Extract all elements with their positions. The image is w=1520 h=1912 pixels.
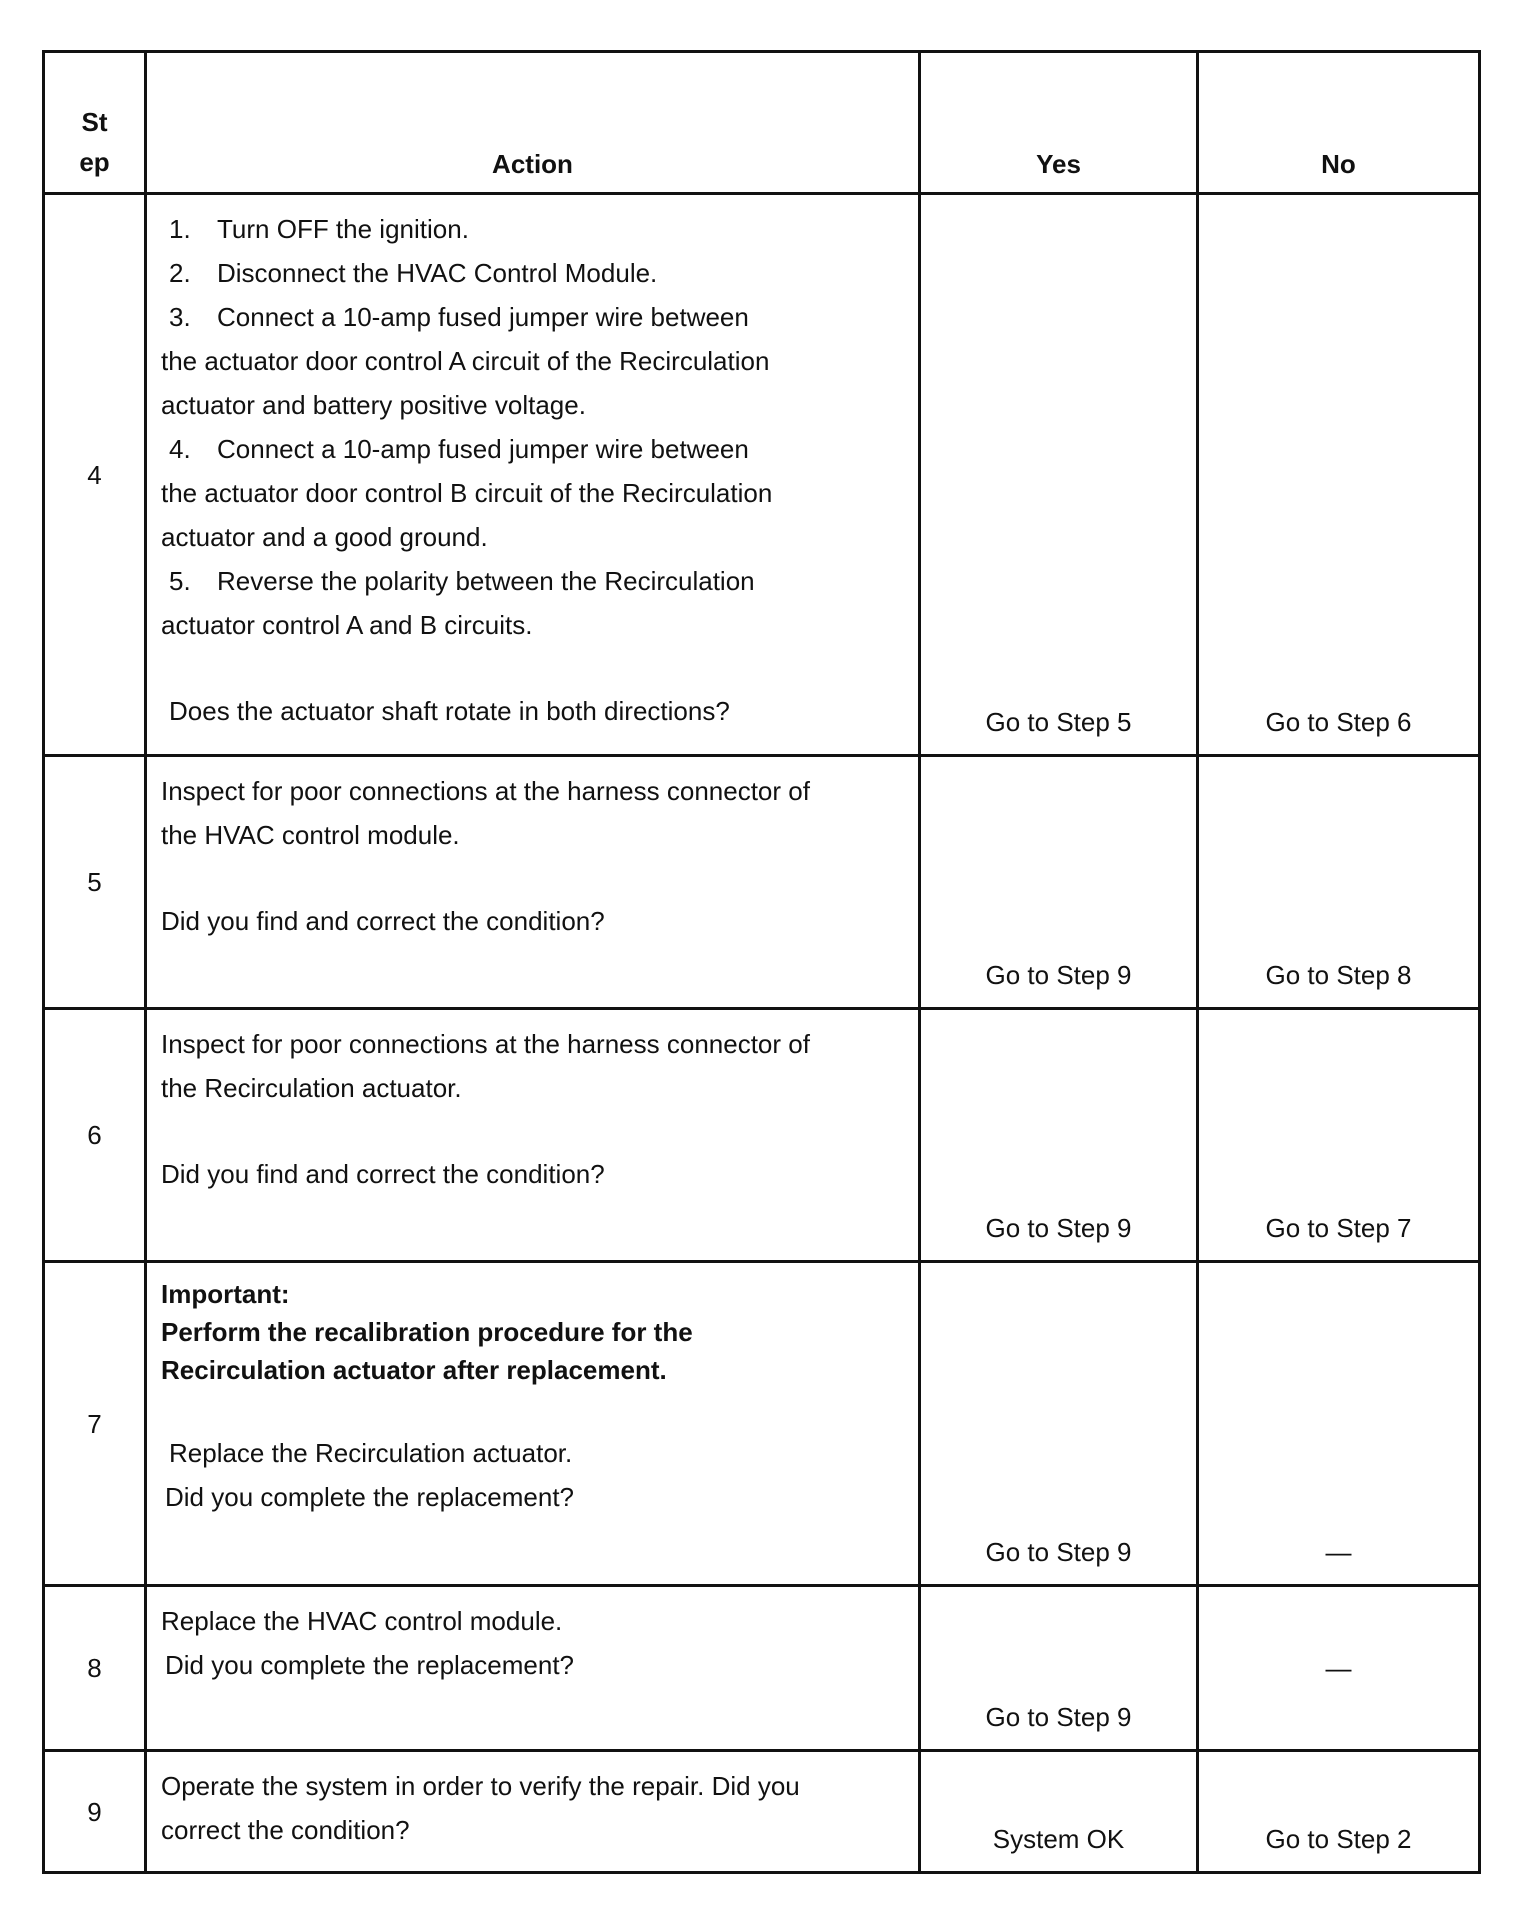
table-row <box>44 1262 1480 1586</box>
action-cell <box>146 1586 920 1751</box>
yes-cell: System OK <box>920 1751 1198 1873</box>
table-row <box>44 756 1480 1009</box>
step-number: 5 <box>44 756 146 1009</box>
header-yes: Yes <box>920 52 1198 194</box>
action-cell <box>146 194 920 756</box>
list-number: 3. <box>169 302 191 332</box>
action-cell <box>146 1009 920 1262</box>
action-question: Does the actuator shaft rotate in both directions? <box>169 696 730 726</box>
step-number: 9 <box>44 1751 146 1873</box>
action-cell <box>146 756 920 1009</box>
no-cell: Go to Step 8 <box>1198 756 1480 1009</box>
action-question: Did you complete the replacement? <box>165 1482 575 1512</box>
action-text: correct the condition? <box>161 1815 410 1845</box>
action-question: Did you find and correct the condition? <box>161 1159 605 1189</box>
action-text: the HVAC control module. <box>161 820 460 850</box>
header-step-line1: St <box>81 107 108 137</box>
header-action: Action <box>146 52 920 194</box>
no-cell: Go to Step 6 <box>1198 194 1480 756</box>
action-question: Did you complete the replacement? <box>165 1650 575 1680</box>
header-row <box>44 52 1480 194</box>
action-cell <box>146 1751 920 1873</box>
action-text: Connect a 10-amp fused jumper wire between <box>217 434 749 464</box>
table-row <box>44 194 1480 756</box>
action-text: Inspect for poor connections at the harness connector of <box>161 1029 810 1059</box>
no-cell: — <box>1198 1586 1480 1751</box>
list-number: 2. <box>169 258 191 288</box>
action-text: Connect a 10-amp fused jumper wire between <box>217 302 749 332</box>
header-step-line2: ep <box>79 147 110 177</box>
list-number: 4. <box>169 434 191 464</box>
action-text: actuator and battery positive voltage. <box>161 390 586 420</box>
action-text: Inspect for poor connections at the harness connector of <box>161 776 810 806</box>
list-number: 5. <box>169 566 191 596</box>
action-text: Replace the HVAC control module. <box>161 1606 563 1636</box>
step-number: 7 <box>44 1262 146 1586</box>
action-text: the actuator door control B circuit of the Recirculation <box>161 478 773 508</box>
yes-cell: Go to Step 5 <box>920 194 1198 756</box>
action-text: Turn OFF the ignition. <box>217 214 469 244</box>
important-text: Recirculation actuator after replacement. <box>161 1355 667 1385</box>
table-row <box>44 1586 1480 1751</box>
yes-cell: Go to Step 9 <box>920 1262 1198 1586</box>
important-label: Important: <box>161 1279 290 1309</box>
no-cell: Go to Step 2 <box>1198 1751 1480 1873</box>
no-cell: Go to Step 7 <box>1198 1009 1480 1262</box>
action-text: Operate the system in order to verify the repair. Did you <box>161 1771 800 1801</box>
table-row <box>44 1009 1480 1262</box>
action-text: actuator control A and B circuits. <box>161 610 533 640</box>
header-step <box>44 52 146 194</box>
diagnostic-table <box>42 50 1481 1874</box>
action-text: actuator and a good ground. <box>161 522 488 552</box>
action-text: Reverse the polarity between the Recirculation <box>217 566 755 596</box>
yes-cell: Go to Step 9 <box>920 756 1198 1009</box>
step-number: 4 <box>44 194 146 756</box>
action-cell <box>146 1262 920 1586</box>
yes-cell: Go to Step 9 <box>920 1586 1198 1751</box>
list-number: 1. <box>169 214 191 244</box>
action-text: the actuator door control A circuit of the Recirculation <box>161 346 770 376</box>
step-number: 8 <box>44 1586 146 1751</box>
table-row <box>44 1751 1480 1873</box>
yes-cell: Go to Step 9 <box>920 1009 1198 1262</box>
action-question: Did you find and correct the condition? <box>161 906 605 936</box>
action-text: the Recirculation actuator. <box>161 1073 462 1103</box>
no-cell: — <box>1198 1262 1480 1586</box>
header-no: No <box>1198 52 1480 194</box>
important-text: Perform the recalibration procedure for the <box>161 1317 693 1347</box>
action-text: Disconnect the HVAC Control Module. <box>217 258 658 288</box>
step-number: 6 <box>44 1009 146 1262</box>
action-text: Replace the Recirculation actuator. <box>169 1438 573 1468</box>
